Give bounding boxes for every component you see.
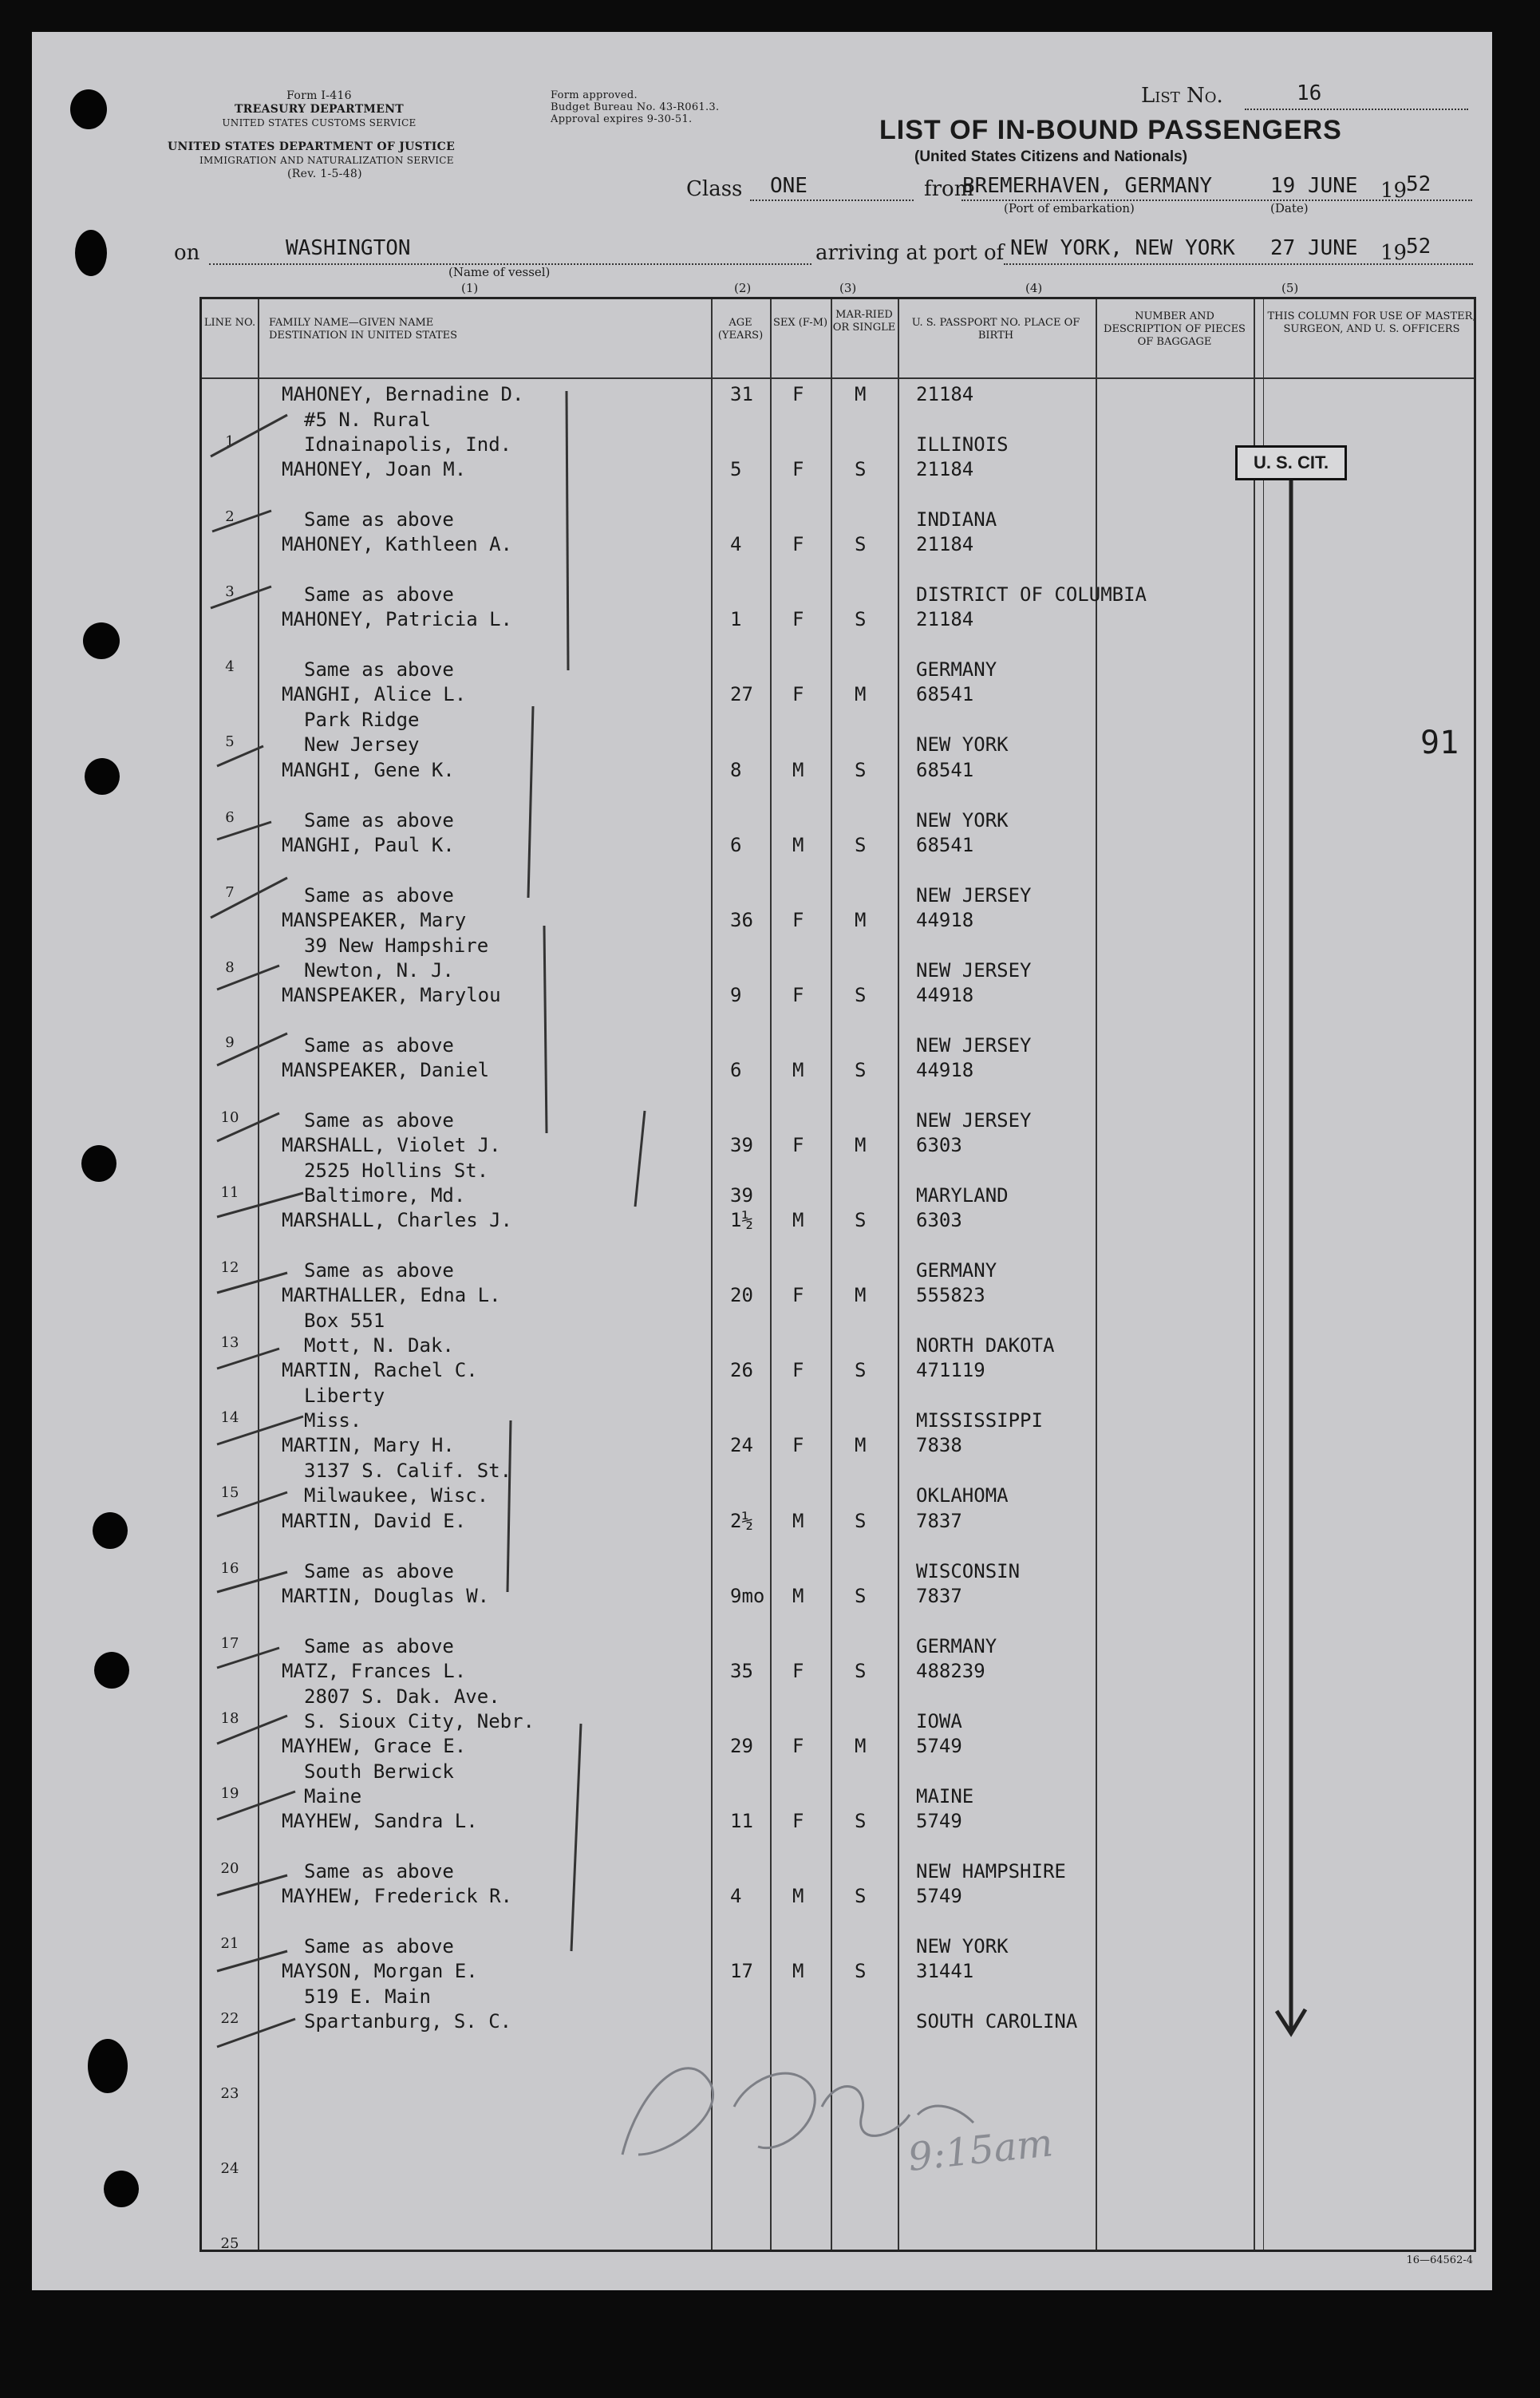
age: 24	[730, 1434, 753, 1457]
place-of-birth: MAINE	[916, 1784, 974, 1807]
marital-status: S	[855, 1659, 867, 1682]
line-number: 15	[220, 1484, 239, 1502]
line-number: 22	[220, 2010, 239, 2028]
passenger-name: MARTIN, Rachel C.	[282, 1359, 478, 1382]
age: 9	[730, 983, 742, 1006]
age: 8	[730, 758, 742, 781]
family-bracket	[635, 1111, 645, 1207]
vessel-name: WASHINGTON	[286, 236, 411, 260]
passport-number: 68541	[916, 833, 974, 856]
passenger-name: MAYHEW, Sandra L.	[282, 1809, 478, 1832]
sex: F	[792, 1434, 804, 1457]
age: 27	[730, 683, 753, 706]
destination-line-2: Same as above	[304, 658, 454, 681]
class-value: ONE	[770, 174, 808, 198]
col-num-5: (5)	[1281, 281, 1299, 295]
arrival-year-prefix: 19	[1380, 241, 1408, 265]
col-header-baggage: NUMBER AND DESCRIPTION OF PIECES OF BAGGAGE	[1104, 310, 1246, 348]
sex: M	[792, 758, 804, 781]
col-num-2: (2)	[734, 281, 752, 295]
destination-line-2: Same as above	[304, 1259, 454, 1282]
passport-number: 471119	[916, 1359, 985, 1382]
family-bracket	[507, 1420, 511, 1592]
age: 39	[730, 1134, 753, 1156]
place-of-birth: GERMANY	[916, 1259, 997, 1282]
budget-bureau: Budget Bureau No. 43-R061.3.	[551, 101, 720, 113]
marital-status: S	[855, 983, 867, 1006]
arrival-year: 52	[1406, 235, 1431, 259]
passport-number: 21184	[916, 458, 974, 481]
marital-status: S	[855, 1584, 867, 1607]
destination-line-2: Same as above	[304, 1033, 454, 1057]
passport-number: 7837	[916, 1584, 962, 1607]
justice-department: UNITED STATES DEPARTMENT OF JUSTICE	[168, 140, 456, 153]
marital-status: S	[855, 458, 867, 481]
age: 9mo	[730, 1584, 765, 1607]
place-of-birth: GERMANY	[916, 1634, 997, 1657]
line-number: 14	[220, 1409, 239, 1427]
col-header-line-no: LINE NO.	[203, 317, 256, 329]
place-of-birth: ILLINOIS	[916, 433, 1009, 456]
destination-line-2: Same as above	[304, 1859, 454, 1882]
passenger-name: MARTIN, Douglas W.	[282, 1584, 490, 1607]
signature-time: 9:15am	[906, 2120, 1056, 2180]
marital-status: S	[855, 758, 867, 781]
line-number: 13	[220, 1334, 239, 1352]
sex: F	[792, 683, 804, 706]
destination-line-2: Same as above	[304, 1935, 454, 1958]
family-bracket	[544, 926, 547, 1133]
check-marks	[211, 415, 303, 2047]
sex: F	[792, 383, 804, 405]
sex: M	[792, 1885, 804, 1907]
destination-line-2: Miss.	[304, 1409, 362, 1432]
passport-number: 31441	[916, 1960, 974, 1983]
line-number: 1	[225, 433, 235, 450]
passenger-name: MATZ, Frances L.	[282, 1659, 467, 1682]
marital-status: M	[855, 1134, 867, 1156]
passenger-name: MARTHALLER, Edna L.	[282, 1284, 501, 1307]
page-subtitle: (United States Citizens and Nationals)	[914, 148, 1188, 165]
col-header-sex: SEX (F-M)	[772, 317, 828, 329]
family-bracket	[528, 706, 533, 898]
destination-line-1: Park Ridge	[304, 709, 420, 732]
col-header-married: MAR-RIED OR SINGLE	[832, 309, 896, 334]
place-of-birth: NEW YORK	[916, 808, 1009, 832]
place-of-birth: OKLAHOMA	[916, 1484, 1009, 1507]
marital-status: S	[855, 1509, 867, 1532]
line-number: 25	[220, 2235, 239, 2253]
departure-year-prefix: 19	[1380, 179, 1408, 203]
marital-status: M	[855, 1734, 867, 1757]
place-of-birth: MISSISSIPPI	[916, 1409, 1043, 1432]
passenger-name: MAHONEY, Patricia L.	[282, 608, 512, 631]
age: 11	[730, 1809, 753, 1832]
line-number: 8	[225, 958, 235, 976]
passenger-name: MAHONEY, Joan M.	[282, 458, 467, 481]
treasury-department: TREASURY DEPARTMENT	[234, 103, 405, 116]
col-num-3: (3)	[839, 281, 857, 295]
age: 36	[730, 908, 753, 931]
place-of-birth: NORTH DAKOTA	[916, 1334, 1055, 1357]
destination-line-2: Same as above	[304, 808, 454, 832]
place-of-birth: GERMANY	[916, 658, 997, 681]
revision: (Rev. 1-5-48)	[287, 168, 362, 180]
arrival-port: NEW YORK, NEW YORK	[1010, 236, 1235, 260]
passenger-name: MARSHALL, Violet J.	[282, 1134, 501, 1156]
destination-line-1: 2807 S. Dak. Ave.	[304, 1685, 500, 1708]
marital-status: S	[855, 833, 867, 856]
passenger-name: MAYHEW, Grace E.	[282, 1734, 467, 1757]
departure-year: 52	[1406, 172, 1431, 196]
destination-line-1: 2525 Hollins St.	[304, 1159, 489, 1182]
destination-line-2: Milwaukee, Wisc.	[304, 1484, 489, 1507]
place-of-birth: DISTRICT OF COLUMBIA	[916, 583, 1147, 606]
destination-line-2: Idnainapolis, Ind.	[304, 433, 512, 456]
sex: M	[792, 1960, 804, 1983]
us-citizen-stamp: U. S. CIT.	[1235, 445, 1347, 480]
passport-number: 21184	[916, 383, 974, 405]
marital-status: S	[855, 1960, 867, 1983]
handwritten-marks	[32, 32, 1492, 2290]
footer-code: 16—64562-4	[1406, 2254, 1473, 2266]
date-caption: (Date)	[1270, 201, 1309, 215]
marital-status: S	[855, 533, 867, 556]
line-number: 12	[220, 1259, 239, 1277]
line-number: 2	[225, 508, 235, 526]
passenger-name: MAYHEW, Frederick R.	[282, 1885, 512, 1907]
destination-line-2: Same as above	[304, 1108, 454, 1132]
destination-line-2: Spartanburg, S. C.	[304, 2010, 512, 2033]
port-of-embarkation: BREMERHAVEN, GERMANY	[962, 174, 1213, 198]
sex: M	[792, 1058, 804, 1081]
age: 6	[730, 833, 742, 856]
age: 20	[730, 1284, 753, 1307]
line-number: 6	[225, 808, 235, 826]
passport-number: 488239	[916, 1659, 985, 1682]
destination-line-1: Box 551	[304, 1310, 385, 1333]
port-embark-caption: (Port of embarkation)	[1004, 201, 1135, 215]
family-bracket	[567, 391, 568, 670]
passport-number: 5749	[916, 1885, 962, 1907]
passenger-name: MANSPEAKER, Daniel	[282, 1058, 490, 1081]
marital-status: M	[855, 1434, 867, 1457]
place-of-birth: INDIANA	[916, 508, 997, 531]
place-of-birth: NEW JERSEY	[916, 958, 1032, 982]
passport-number: 21184	[916, 533, 974, 556]
col-num-4: (4)	[1025, 281, 1043, 295]
passport-number: 7837	[916, 1509, 962, 1532]
passport-number: 555823	[916, 1284, 985, 1307]
passport-number: 44918	[916, 983, 974, 1006]
passport-number: 5749	[916, 1809, 962, 1832]
marital-status: S	[855, 608, 867, 631]
place-of-birth: NEW YORK	[916, 1935, 1009, 1958]
sex: M	[792, 833, 804, 856]
destination-line-2: S. Sioux City, Nebr.	[304, 1709, 535, 1732]
passenger-name: MARSHALL, Charles J.	[282, 1209, 512, 1232]
marital-status: S	[855, 1209, 867, 1232]
departure-date: 19 JUNE	[1270, 174, 1358, 198]
sex: M	[792, 1509, 804, 1532]
form-approved: Form approved.	[551, 89, 638, 101]
age: 17	[730, 1960, 753, 1983]
destination-line-1: 3137 S. Calif. St.	[304, 1460, 512, 1483]
marital-status: S	[855, 1809, 867, 1832]
age: 4	[730, 1885, 742, 1907]
customs-service: UNITED STATES CUSTOMS SERVICE	[222, 117, 417, 128]
sex: F	[792, 1734, 804, 1757]
from-label: from	[924, 177, 974, 201]
age: 29	[730, 1734, 753, 1757]
marital-status: M	[855, 383, 867, 405]
place-of-birth: MARYLAND	[916, 1184, 1009, 1207]
age: 1½	[730, 1209, 753, 1232]
col-header-name: FAMILY NAME—GIVEN NAME DESTINATION IN UNITED STATES	[269, 317, 458, 342]
passenger-name: MANGHI, Gene K.	[282, 758, 455, 781]
age: 5	[730, 458, 742, 481]
place-of-birth: IOWA	[916, 1709, 962, 1732]
passport-number: 5749	[916, 1734, 962, 1757]
line-number: 16	[220, 1559, 239, 1577]
line-number: 11	[220, 1184, 239, 1201]
passenger-name: MAHONEY, Kathleen A.	[282, 533, 512, 556]
destination-line-2: Same as above	[304, 883, 454, 907]
passenger-name: MARTIN, Mary H.	[282, 1434, 455, 1457]
marital-status: S	[855, 1885, 867, 1907]
ins-service: IMMIGRATION AND NATURALIZATION SERVICE	[199, 155, 454, 166]
age: 31	[730, 383, 753, 405]
passenger-name: MANGHI, Paul K.	[282, 833, 455, 856]
place-of-birth: NEW YORK	[916, 733, 1009, 757]
destination-line-2: Newton, N. J.	[304, 958, 454, 982]
document-page	[32, 32, 1492, 2290]
vessel-caption: (Name of vessel)	[448, 265, 551, 279]
passport-number: 68541	[916, 683, 974, 706]
passport-number: 6303	[916, 1209, 962, 1232]
line-number: 4	[225, 658, 235, 676]
age: 4	[730, 533, 742, 556]
line-number: 23	[220, 2085, 239, 2103]
age: 6	[730, 1058, 742, 1081]
line-number: 19	[220, 1784, 239, 1802]
family-bracket	[571, 1724, 581, 1951]
sex: F	[792, 458, 804, 481]
on-label: on	[174, 241, 200, 265]
class-label: Class	[686, 177, 743, 201]
sex: F	[792, 1284, 804, 1307]
destination-line-2: New Jersey	[304, 733, 420, 757]
passenger-name: MARTIN, David E.	[282, 1509, 467, 1532]
list-no-label: List No.	[1141, 84, 1223, 108]
age: 1	[730, 608, 742, 631]
line-number: 18	[220, 1709, 239, 1727]
place-of-birth: NEW JERSEY	[916, 1033, 1032, 1057]
sex: F	[792, 1359, 804, 1382]
sex: F	[792, 983, 804, 1006]
sex: F	[792, 608, 804, 631]
line-number: 21	[220, 1935, 239, 1952]
marital-status: M	[855, 1284, 867, 1307]
passport-number: 7838	[916, 1434, 962, 1457]
list-no-value: 16	[1297, 81, 1322, 105]
destination-line-2: Same as above	[304, 1559, 454, 1582]
destination-line-1: #5 N. Rural	[304, 409, 431, 431]
arrival-date: 27 JUNE	[1270, 236, 1358, 260]
passport-number: 68541	[916, 758, 974, 781]
marital-status: M	[855, 683, 867, 706]
side-number: 91	[1420, 725, 1459, 761]
sex: M	[792, 1209, 804, 1232]
destination-line-2: Mott, N. Dak.	[304, 1334, 454, 1357]
passenger-name: MAHONEY, Bernadine D.	[282, 383, 524, 405]
passport-number: 21184	[916, 608, 974, 631]
line-number: 10	[220, 1108, 239, 1126]
col-num-1: (1)	[461, 281, 479, 295]
line-number: 17	[220, 1634, 239, 1652]
destination-line-2: Same as above	[304, 508, 454, 531]
place-of-birth: NEW JERSEY	[916, 883, 1032, 907]
place-of-birth: SOUTH CAROLINA	[916, 2010, 1078, 2033]
destination-line-1: Liberty	[304, 1385, 385, 1408]
sex: F	[792, 1809, 804, 1832]
line-number: 24	[220, 2160, 239, 2178]
passport-number: 44918	[916, 1058, 974, 1081]
passport-number: 44918	[916, 908, 974, 931]
sex: F	[792, 533, 804, 556]
line-number: 5	[225, 733, 235, 751]
destination-line-2: Maine	[304, 1784, 362, 1807]
sex: M	[792, 1584, 804, 1607]
sex: F	[792, 1134, 804, 1156]
place-of-birth: NEW JERSEY	[916, 1108, 1032, 1132]
marital-status: S	[855, 1058, 867, 1081]
destination-line-2: Same as above	[304, 1634, 454, 1657]
page-title: LIST OF IN-BOUND PASSENGERS	[879, 115, 1342, 145]
destination-line-2: Baltimore, Md.	[304, 1184, 466, 1207]
passenger-name: MANSPEAKER, Mary	[282, 908, 467, 931]
age: 35	[730, 1659, 753, 1682]
age: 2½	[730, 1509, 753, 1532]
destination-line-2: Same as above	[304, 583, 454, 606]
sex: F	[792, 908, 804, 931]
col-header-passport: U. S. PASSPORT NO. PLACE OF BIRTH	[911, 317, 1080, 342]
marital-status: S	[855, 1359, 867, 1382]
col-header-officers: THIS COLUMN FOR USE OF MASTER, SURGEON, AND U. S. OFFICERS	[1267, 310, 1476, 335]
passenger-name: MAYSON, Morgan E.	[282, 1960, 478, 1983]
passport-number: 6303	[916, 1134, 962, 1156]
place-of-birth: NEW HAMPSHIRE	[916, 1859, 1066, 1882]
passenger-name: MANGHI, Alice L.	[282, 683, 467, 706]
age-annotation: 39	[730, 1184, 753, 1207]
passenger-name: MANSPEAKER, Marylou	[282, 983, 501, 1006]
form-number: Form I-416	[286, 89, 352, 102]
line-number: 3	[225, 583, 235, 601]
marital-status: M	[855, 908, 867, 931]
place-of-birth: WISCONSIN	[916, 1559, 1021, 1582]
line-number: 9	[225, 1033, 235, 1051]
arriving-label: arriving at port of	[815, 241, 1005, 265]
age: 26	[730, 1359, 753, 1382]
sex: F	[792, 1659, 804, 1682]
col-header-age: AGE (YEARS)	[717, 317, 764, 342]
destination-line-1: 519 E. Main	[304, 1985, 431, 2009]
approval-expires: Approval expires 9-30-51.	[551, 113, 693, 125]
line-number: 20	[220, 1859, 239, 1877]
line-number: 7	[225, 883, 235, 901]
destination-line-1: 39 New Hampshire	[304, 934, 489, 957]
destination-line-1: South Berwick	[304, 1760, 454, 1783]
